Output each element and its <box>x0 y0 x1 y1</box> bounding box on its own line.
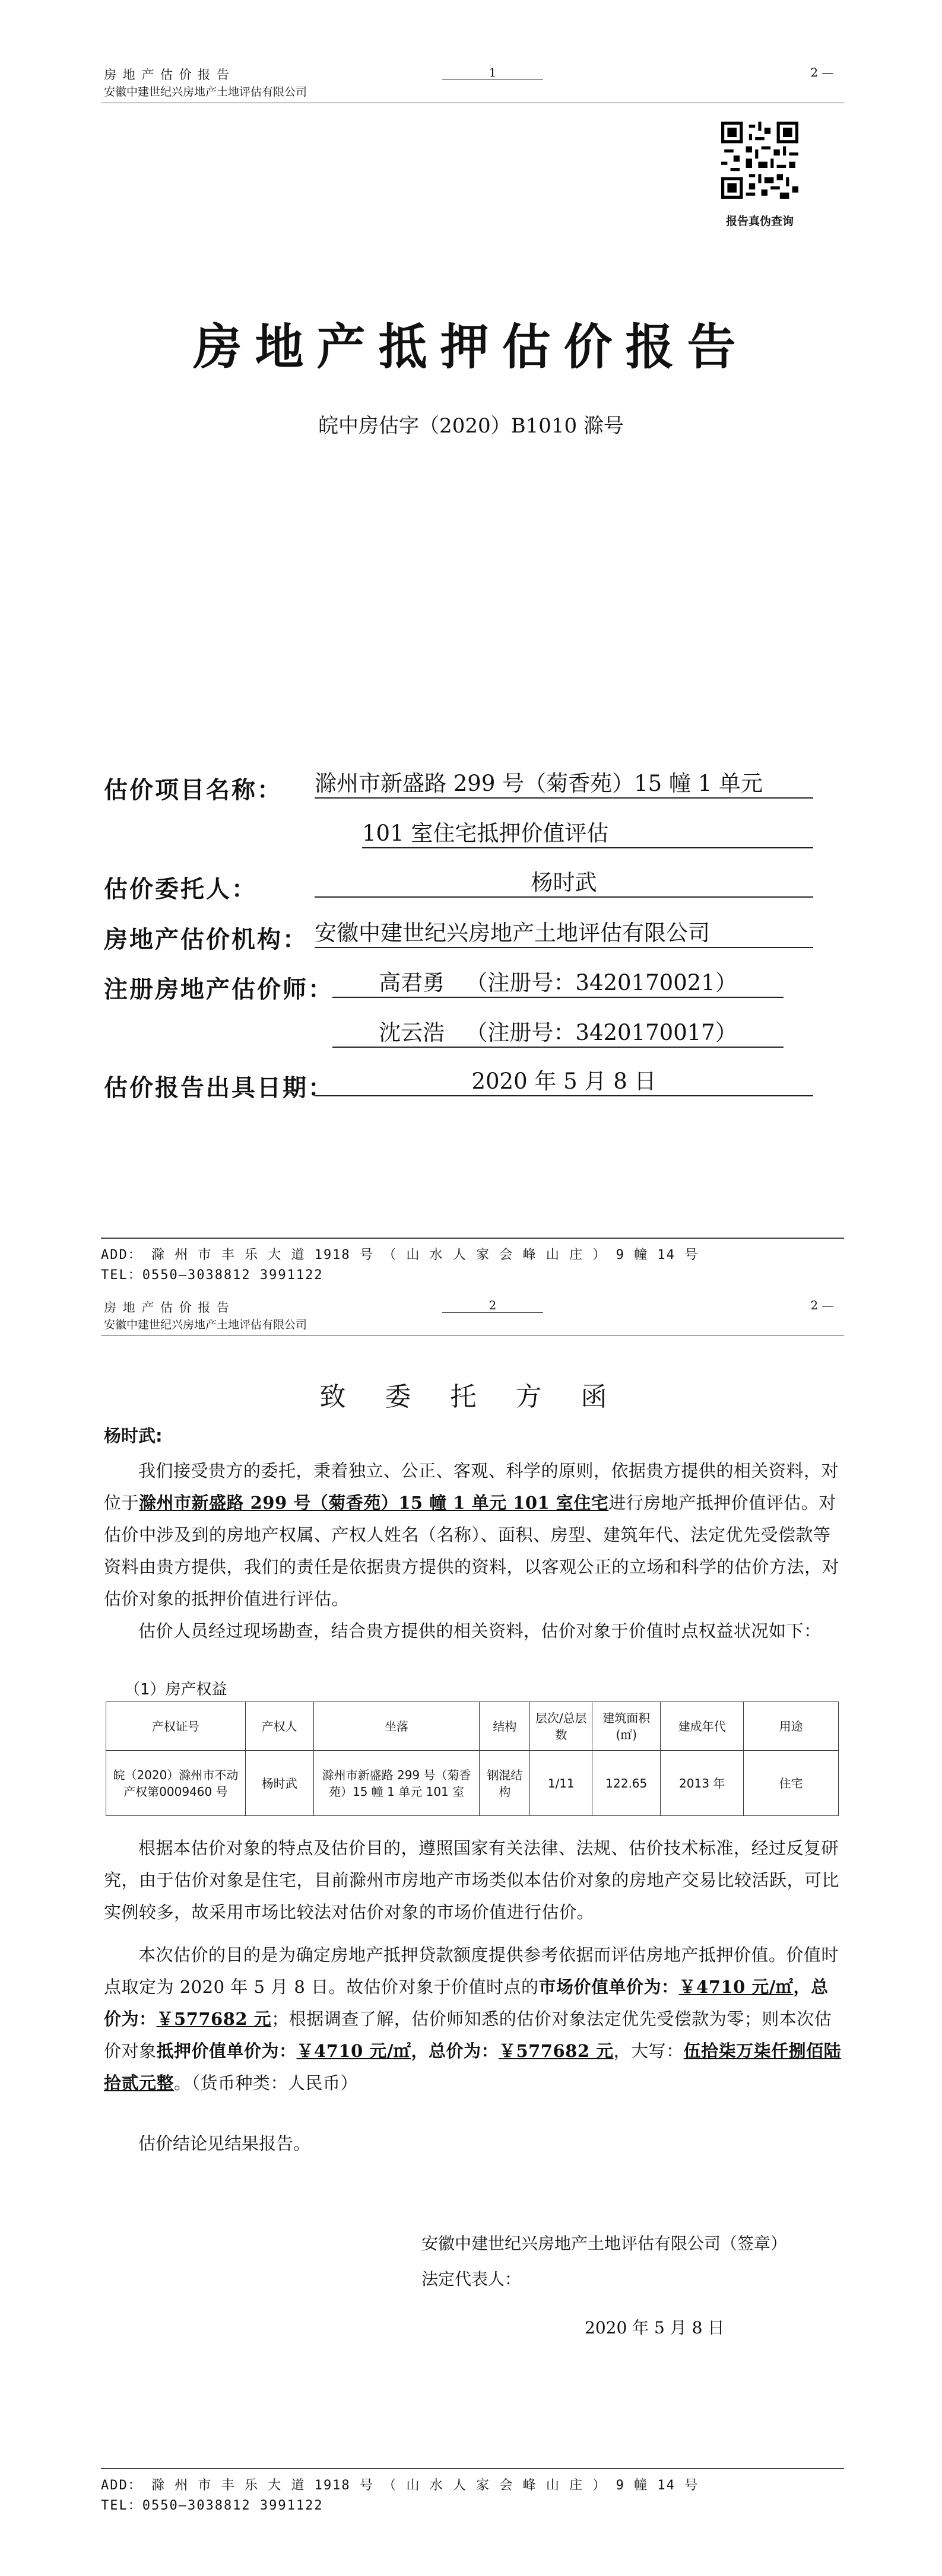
page-total: 2 — <box>810 65 834 79</box>
report-header-company: 安徽中建世纪兴房地产土地评估有限公司 <box>104 85 307 98</box>
client-value: 杨时武 <box>315 869 813 898</box>
table-cell: 住宅 <box>744 1751 839 1816</box>
table-cell: 122.65 <box>592 1751 661 1816</box>
footer-tel: TEL：0550—3038812 3991122 <box>101 1268 323 1283</box>
mortgage-total-price: ￥577682 元 <box>498 2041 614 2061</box>
agency-label: 房地产估价机构： <box>104 926 308 953</box>
table-header-row <box>106 1702 839 1751</box>
paragraph-3: 根据本估价对象的特点及估价目的，遵照国家有关法律、法规、估价技术标准，经过反复研究，由于估价对象是住宅，目前滁州市房地产市场类似本估价对象的房地产交易比较活跃，可比实例较多，故采用市场比较法对估价对象的市场价值进行估价。 <box>104 1838 840 1922</box>
project-value-line2: 101 室住宅抵押价值评估 <box>362 820 813 848</box>
table-cell: 杨时武 <box>245 1751 313 1816</box>
footer-divider <box>101 1238 844 1239</box>
footer-divider <box>101 2468 844 2469</box>
table-cell: 钢混结构 <box>480 1751 530 1816</box>
table-header-cell: 结构 <box>480 1702 530 1751</box>
footer-address: ADD： 滁 州 市 丰 乐 大 道 1918 号 （ 山 水 人 家 会 峰 山 庄 ） 9 幢 14 号 <box>101 2478 699 2493</box>
appraiser-1: 高君勇 （注册号：3420170021） <box>332 969 784 998</box>
paragraph-1: 我们接受贵方的委托，秉着独立、公正、客观、科学的原则，依据贵方提供的相关资料，对位于滁州市新盛路 299 号（菊香苑）15 幢 1 单元 101 室住宅进行房地产抵押价值评估。对估价中涉及到的房地产权属、产权人姓名（名称）、面积、房型、建筑年代、法定优先受偿款等资料由贵方提供，我们的责任是依据贵方提供的资料，以客观公正的立场和科学的估价方法，对估价对象的抵押价值进行评估。 <box>104 1461 840 1609</box>
date-value: 2020 年 5 月 8 日 <box>315 1068 813 1096</box>
mortgage-unit-price: ￥4710 元/㎡ <box>296 2041 411 2061</box>
report-title: 房地产抵押估价报告 <box>193 319 749 376</box>
table-cell: 滁州市新盛路 299 号（菊香苑）15 幢 1 单元 101 室 <box>313 1751 480 1816</box>
table-header-cell: 建筑面积(㎡) <box>592 1702 661 1751</box>
report-header-title: 房 地 产 估 价 报 告 <box>104 1300 231 1315</box>
paragraph-5: 估价结论见结果报告。 <box>138 2133 311 2154</box>
qr-caption: 报告真伪查询 <box>725 215 794 228</box>
footer-address: ADD： 滁 州 市 丰 乐 大 道 1918 号 （ 山 水 人 家 会 峰 山 庄 ） 9 幢 14 号 <box>101 1248 699 1262</box>
signature-date: 2020 年 5 月 8 日 <box>585 2318 725 2338</box>
table-header-cell: 坐落 <box>313 1702 480 1751</box>
table-header-cell: 用途 <box>744 1702 839 1751</box>
page-total: 2 — <box>810 1298 834 1312</box>
property-address: 滁州市新盛路 299 号（菊香苑）15 幢 1 单元 101 室住宅 <box>139 1493 609 1513</box>
date-label: 估价报告出具日期： <box>104 1074 334 1102</box>
table-cell: 2013 年 <box>661 1751 744 1816</box>
table-cell: 皖（2020）滁州市不动产权第0009460 号 <box>106 1751 246 1816</box>
client-label: 估价委托人： <box>104 876 257 903</box>
project-label: 估价项目名称： <box>104 777 283 804</box>
report-header-title: 房 地 产 估 价 报 告 <box>104 68 231 82</box>
table-row <box>106 1751 839 1816</box>
market-total-price: ￥577682 元 <box>156 2009 272 2029</box>
market-unit-price: ￥4710 元/㎡ <box>678 1977 794 1997</box>
table-cell: 1/11 <box>530 1751 592 1816</box>
appraiser-label: 注册房地产估价师： <box>104 976 334 1003</box>
signature-representative: 法定代表人： <box>421 2269 522 2289</box>
paragraph-4: 本次估价的目的是为确定房地产抵押贷款额度提供参考依据而评估房地产抵押价值。价值时点取定为 2020 年 5 月 8 日。故估价对象于价值时点的市场价值单价为：￥4710 元/㎡，总价为：￥577682 元；根据调查了解，估价师知悉的估价对象法定优先受偿款为零；则本次估价对象抵押价值单价为：￥4710 元/㎡，总价为：￥577682 元，大写：伍拾柒万柒仟捌佰陆拾贰元整。（货币种类：人民币） <box>104 1945 842 2093</box>
agency-value: 安徽中建世纪兴房地产土地评估有限公司 <box>315 920 813 948</box>
appraiser-2: 沈云浩 （注册号：3420170017） <box>332 1019 784 1048</box>
report-header-company: 安徽中建世纪兴房地产土地评估有限公司 <box>104 1318 307 1331</box>
paragraph-2: 估价人员经过现场勘查，结合贵方提供的相关资料，估价对象于价值时点权益状况如下： <box>138 1621 822 1641</box>
table-header-cell: 建成年代 <box>661 1702 744 1751</box>
letter-title: 致 委 托 方 函 <box>319 1382 623 1412</box>
page-number: 1 <box>442 65 543 80</box>
project-value-line1: 滁州市新盛路 299 号（菊香苑）15 幢 1 单元 <box>315 770 813 799</box>
total-in-words: 伍拾柒万柒仟捌佰陆拾贰元整 <box>104 2041 842 2093</box>
table-header-cell: 产权人 <box>245 1702 313 1751</box>
qr-code-icon <box>721 122 798 199</box>
footer-tel: TEL：0550—3038812 3991122 <box>101 2498 323 2513</box>
table-caption: （1）房产权益 <box>125 1681 227 1699</box>
page-number: 2 <box>442 1298 543 1313</box>
table-header-cell: 层次/总层数 <box>530 1702 592 1751</box>
table-header-cell: 产权证号 <box>106 1702 246 1751</box>
salutation: 杨时武: <box>104 1426 163 1446</box>
signature-company: 安徽中建世纪兴房地产土地评估有限公司（签章） <box>421 2234 788 2253</box>
property-rights-table <box>106 1702 839 1816</box>
report-number: 皖中房估字（2020）B1010 滁号 <box>318 414 624 438</box>
